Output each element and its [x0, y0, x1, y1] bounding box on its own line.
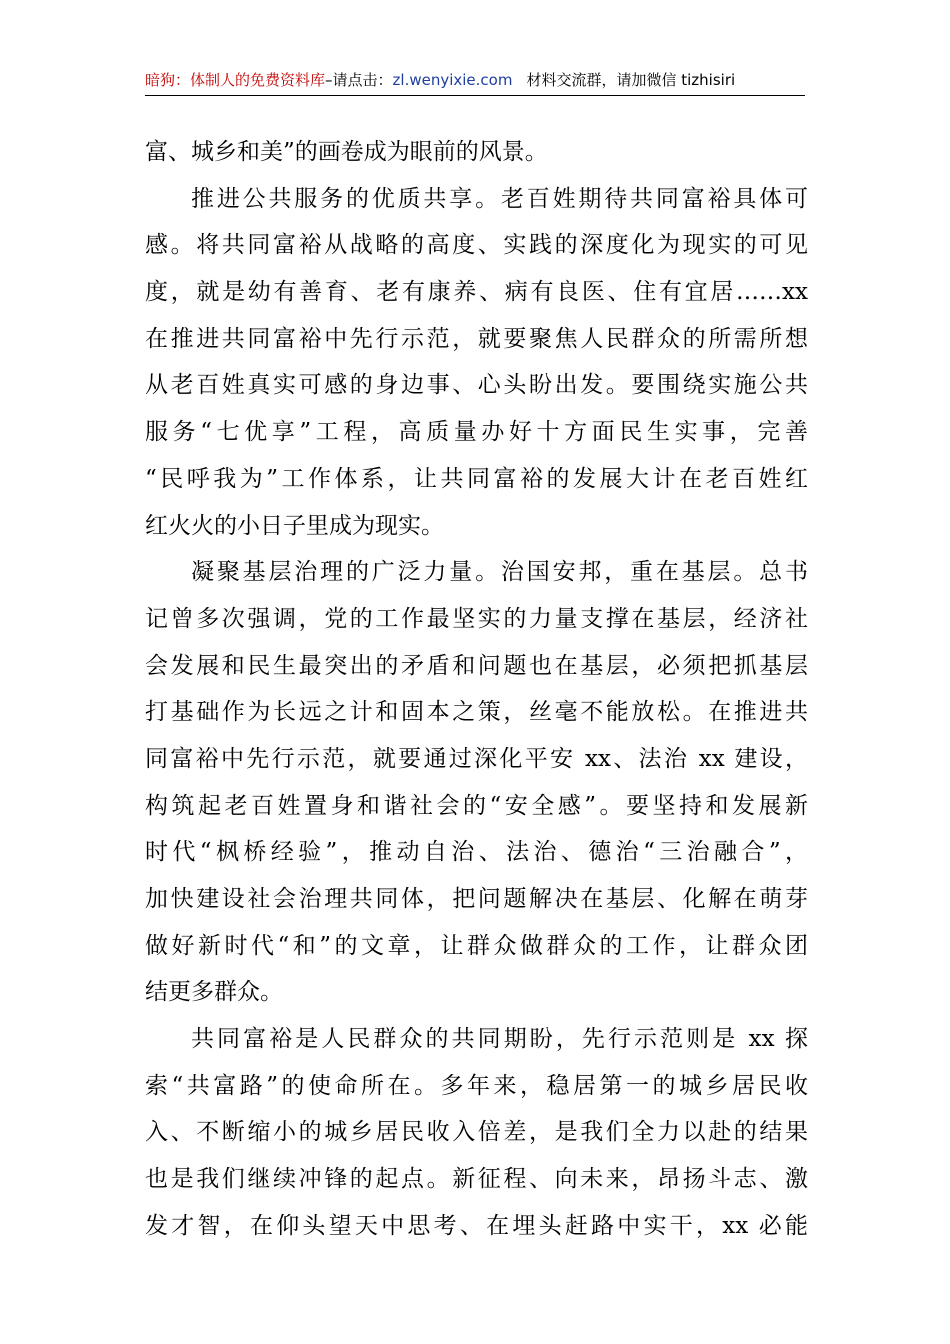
text-line: 度，就是幼有善育、老有康养、病有良医、住有宜居……xx — [145, 279, 808, 306]
header-divider — [145, 95, 805, 96]
paragraph-start-line: 凝聚基层治理的广泛力量。治国安邦，重在基层。总书 — [191, 559, 808, 586]
text-line: 红火火的小日子里成为现实。 — [145, 512, 444, 539]
text-line: 做好新时代“和”的文章，让群众做群众的工作，让群众团 — [145, 932, 808, 959]
text-line: 发才智，在仰头望天中思考、在埋头赶路中实干，xx 必能 — [145, 1212, 808, 1239]
header-link-prefix: –请点击： — [325, 71, 393, 89]
text-line: 会发展和民生最突出的矛盾和问题也在基层，必须把抓基层 — [145, 652, 808, 679]
text-line: 索“共富路”的使命所在。多年来，稳居第一的城乡居民收 — [145, 1072, 808, 1099]
text-line: 在推进共同富裕中先行示范，就要聚焦人民群众的所需所想 — [145, 325, 808, 352]
paragraph-start-line: 共同富裕是人民群众的共同期盼，先行示范则是 xx 探 — [191, 1026, 808, 1053]
document-body — [145, 129, 808, 1250]
text-line: 富、城乡和美”的画卷成为眼前的风景。 — [145, 139, 548, 165]
header-brand: 暗狗：体制人的免费资料库 — [145, 71, 326, 89]
text-line: 同富裕中先行示范，就要通过深化平安 xx、法治 xx 建设， — [145, 745, 808, 772]
header-link[interactable]: zl.wenyixie.com — [392, 71, 513, 89]
header-wechat: 材料交流群，请加微信 tizhisiri — [526, 71, 736, 89]
text-line: 入、不断缩小的城乡居民收入倍差，是我们全力以赴的结果 — [145, 1119, 808, 1146]
text-line: 感。将共同富裕从战略的高度、实践的深度化为现实的可见 — [145, 232, 808, 259]
paragraph-start-line: 推进公共服务的优质共享。老百姓期待共同富裕具体可 — [191, 185, 808, 212]
text-line: 加快建设社会治理共同体，把问题解决在基层、化解在萌芽 — [145, 886, 808, 912]
text-line: 结更多群众。 — [145, 979, 283, 1006]
text-line: 构筑起老百姓置身和谐社会的“安全感”。要坚持和发展新 — [145, 792, 808, 819]
text-line: 时代“枫桥经验”，推动自治、法治、德治“三治融合”， — [145, 839, 808, 866]
text-line: “民呼我为”工作体系，让共同富裕的发展大计在老百姓红 — [145, 465, 808, 492]
text-line: 从老百姓真实可感的身边事、心头盼出发。要围绕实施公共 — [145, 372, 808, 399]
text-line: 服务“七优享”工程，高质量办好十方面民生实事，完善 — [145, 419, 808, 446]
page-header — [145, 66, 805, 94]
text-line: 也是我们继续冲锋的起点。新征程、向未来，昂扬斗志、激 — [145, 1166, 808, 1193]
text-line: 记曾多次强调，党的工作最坚实的力量支撑在基层，经济社 — [145, 605, 808, 632]
text-line: 打基础作为长远之计和固本之策，丝毫不能放松。在推进共 — [145, 699, 808, 726]
